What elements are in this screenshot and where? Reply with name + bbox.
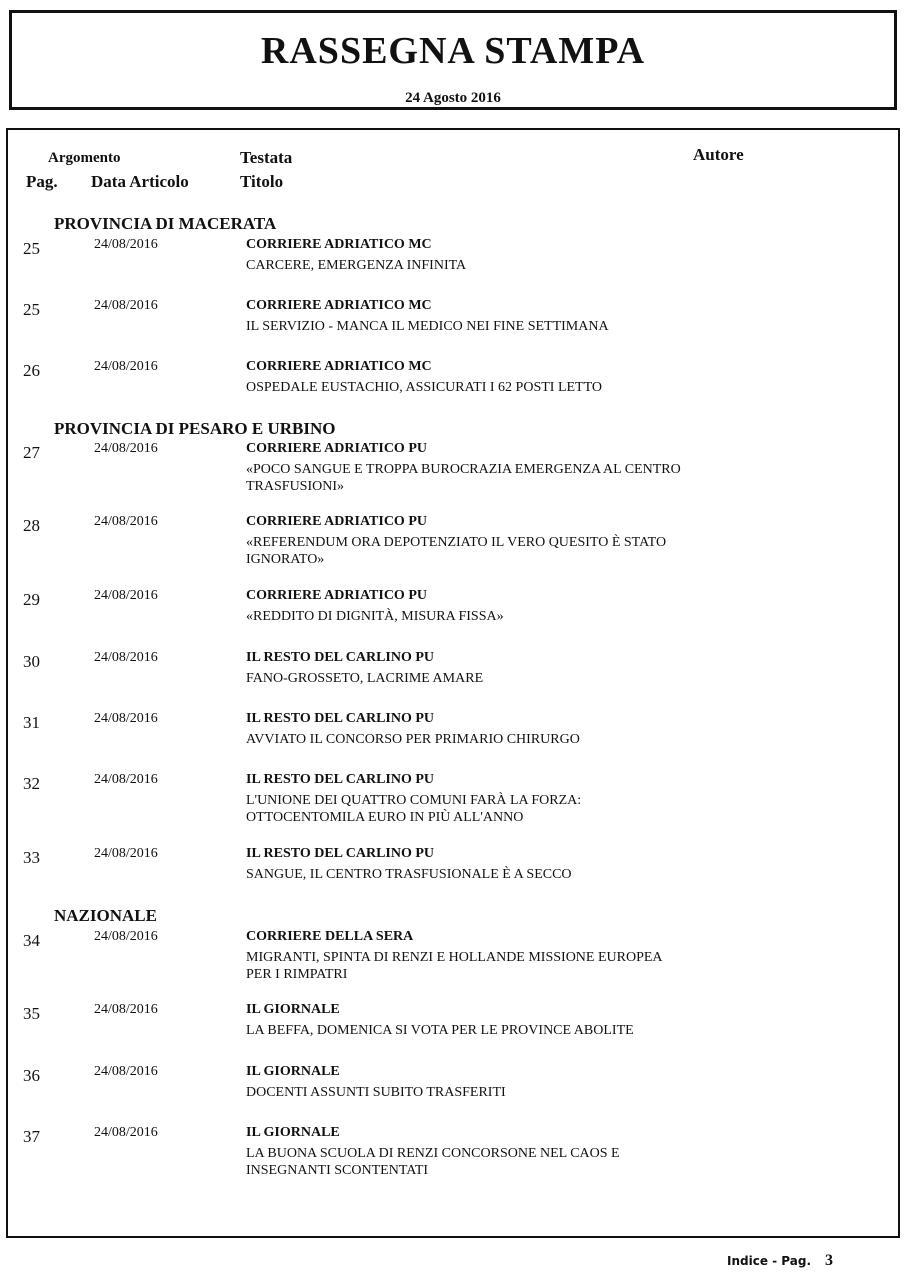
newspaper-name: IL GIORNALE <box>246 1064 340 1079</box>
header-pag: Pag. <box>26 172 58 191</box>
header-autore: Autore <box>693 145 744 164</box>
header-argomento: Argomento <box>48 150 121 166</box>
section-heading: PROVINCIA DI PESARO E URBINO <box>54 419 336 438</box>
article-title: FANO-GROSSETO, LACRIME AMARE <box>246 671 484 686</box>
article-title: LA BEFFA, DOMENICA SI VOTA PER LE PROVINCE ABOLITE <box>246 1023 634 1038</box>
page-footer <box>727 1252 833 1270</box>
article-title: IL SERVIZIO - MANCA IL MEDICO NEI FINE SETTIMANA <box>246 319 609 334</box>
article-title: AVVIATO IL CONCORSO PER PRIMARIO CHIRURGO <box>246 732 580 747</box>
page-number: 31 <box>23 713 40 732</box>
newspaper-name: IL RESTO DEL CARLINO PU <box>246 650 435 665</box>
page-number: 25 <box>23 239 40 258</box>
header-titolo: Titolo <box>240 172 284 191</box>
page-number: 27 <box>23 443 40 462</box>
page-number: 25 <box>23 300 40 319</box>
article-title: MIGRANTI, SPINTA DI RENZI E HOLLANDE MISSIONE EUROPEA PER I RIMPATRI <box>246 950 662 982</box>
article-date: 24/08/2016 <box>94 359 158 374</box>
index-table <box>6 128 900 1238</box>
article-date: 24/08/2016 <box>94 441 158 456</box>
page-number: 36 <box>23 1066 40 1085</box>
newspaper-name: CORRIERE ADRIATICO MC <box>246 359 432 374</box>
article-date: 24/08/2016 <box>94 1002 158 1017</box>
footer-page-number: 3 <box>825 1252 834 1269</box>
newspaper-name: IL RESTO DEL CARLINO PU <box>246 772 435 787</box>
newspaper-name: CORRIERE ADRIATICO MC <box>246 237 432 252</box>
page-number: 29 <box>23 590 40 609</box>
article-title: CARCERE, EMERGENZA INFINITA <box>246 258 467 273</box>
newspaper-name: CORRIERE DELLA SERA <box>246 929 414 944</box>
footer-label: Indice - Pag. <box>727 1254 812 1268</box>
article-title: DOCENTI ASSUNTI SUBITO TRASFERITI <box>246 1085 506 1100</box>
newspaper-name: IL GIORNALE <box>246 1002 340 1017</box>
page-number: 33 <box>23 848 40 867</box>
article-date: 24/08/2016 <box>94 298 158 313</box>
article-title: LA BUONA SCUOLA DI RENZI CONCORSONE NEL CAOS E INSEGNANTI SCONTENTATI <box>246 1146 620 1178</box>
article-date: 24/08/2016 <box>94 514 158 529</box>
header-box <box>9 10 897 110</box>
article-title: OSPEDALE EUSTACHIO, ASSICURATI I 62 POSTI LETTO <box>246 380 603 395</box>
report-date: 24 Agosto 2016 <box>405 90 501 106</box>
newspaper-name: CORRIERE ADRIATICO PU <box>246 514 427 529</box>
header-testata: Testata <box>240 148 293 167</box>
article-title: «REFERENDUM ORA DEPOTENZIATO IL VERO QUESITO È STATO IGNORATO» <box>246 535 667 567</box>
article-date: 24/08/2016 <box>94 929 158 944</box>
article-date: 24/08/2016 <box>94 1064 158 1079</box>
page-number: 32 <box>23 774 40 793</box>
header-data-articolo: Data Articolo <box>91 172 189 191</box>
page-number: 26 <box>23 361 40 380</box>
page-number: 28 <box>23 516 40 535</box>
article-date: 24/08/2016 <box>94 237 158 252</box>
newspaper-name: IL RESTO DEL CARLINO PU <box>246 711 435 726</box>
article-date: 24/08/2016 <box>94 711 158 726</box>
newspaper-name: CORRIERE ADRIATICO MC <box>246 298 432 313</box>
article-title: «REDDITO DI DIGNITÀ, MISURA FISSA» <box>246 609 504 624</box>
article-title: L'UNIONE DEI QUATTRO COMUNI FARÀ LA FORZA: OTTOCENTOMILA EURO IN PIÙ ALL'ANNO <box>246 793 582 825</box>
page-number: 35 <box>23 1004 40 1023</box>
section-heading: NAZIONALE <box>54 906 157 925</box>
newspaper-name: CORRIERE ADRIATICO PU <box>246 441 427 456</box>
article-date: 24/08/2016 <box>94 588 158 603</box>
article-date: 24/08/2016 <box>94 1125 158 1140</box>
article-date: 24/08/2016 <box>94 650 158 665</box>
page-number: 34 <box>23 931 40 950</box>
article-date: 24/08/2016 <box>94 772 158 787</box>
article-title: «POCO SANGUE E TROPPA BUROCRAZIA EMERGENZA AL CENTRO TRASFUSIONI» <box>246 462 681 494</box>
page-number: 30 <box>23 652 40 671</box>
page-number: 37 <box>23 1127 40 1146</box>
newspaper-name: IL RESTO DEL CARLINO PU <box>246 846 435 861</box>
newspaper-name: CORRIERE ADRIATICO PU <box>246 588 427 603</box>
page-title: RASSEGNA STAMPA <box>260 30 646 72</box>
article-date: 24/08/2016 <box>94 846 158 861</box>
section-heading: PROVINCIA DI MACERATA <box>54 214 277 233</box>
newspaper-name: IL GIORNALE <box>246 1125 340 1140</box>
article-title: SANGUE, IL CENTRO TRASFUSIONALE È A SECCO <box>246 867 572 882</box>
